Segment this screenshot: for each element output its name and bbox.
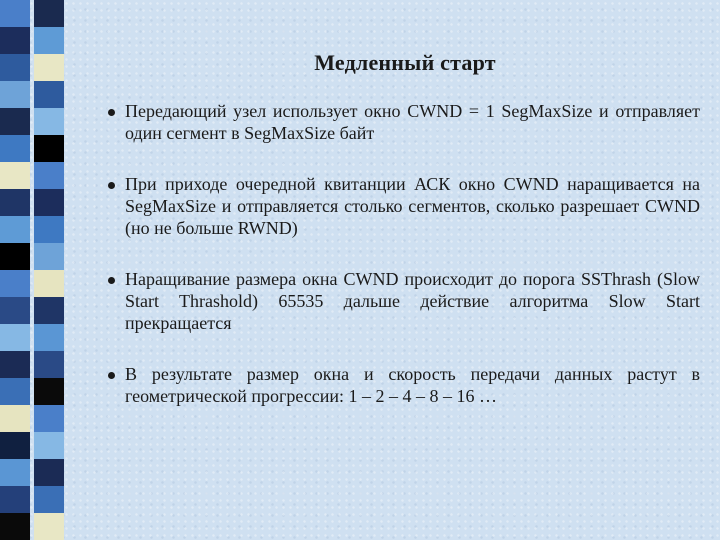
decorative-left-strip (0, 0, 90, 540)
decorative-strip-block (34, 432, 64, 459)
decorative-strip-block (34, 189, 64, 216)
bullet-item (108, 363, 700, 407)
decorative-strip-block (34, 270, 64, 297)
decorative-strip-block (0, 81, 30, 108)
decorative-strip-block (34, 54, 64, 81)
decorative-strip-block (0, 162, 30, 189)
bullet-list (108, 100, 700, 407)
decorative-strip-block (0, 108, 30, 135)
decorative-strip-block (0, 270, 30, 297)
decorative-strip-block (34, 378, 64, 405)
decorative-strip-block (34, 459, 64, 486)
bullet-text: Передающий узел использует окно CWND = 1 SegMaxSize и отправляет один сегмент в SegMaxSize байт (125, 101, 700, 143)
decorative-strip-block (34, 405, 64, 432)
decorative-strip-block (34, 0, 64, 27)
decorative-strip-block (34, 27, 64, 54)
decorative-strip-block (34, 297, 64, 324)
decorative-strip-block (0, 405, 30, 432)
decorative-strip-block (34, 216, 64, 243)
decorative-strip-block (34, 513, 64, 540)
decorative-strip-block (0, 459, 30, 486)
slide-title: Медленный старт (314, 50, 496, 75)
decorative-strip-block (0, 243, 30, 270)
decorative-strip-block (0, 54, 30, 81)
decorative-strip-block (0, 297, 30, 324)
decorative-strip-block (34, 243, 64, 270)
decorative-strip-block (0, 0, 30, 27)
bullet-text: В результате размер окна и скорость передачи данных растут в геометрической прогрессии: 1 – 2 – 4 – 8 – 16 … (125, 364, 700, 406)
decorative-strip-block (0, 432, 30, 459)
decorative-strip-block (34, 324, 64, 351)
decorative-strip-block (0, 513, 30, 540)
bullet-dot-icon (108, 277, 115, 284)
decorative-strip-block (34, 108, 64, 135)
decorative-strip-block (0, 189, 30, 216)
decorative-strip-block (34, 135, 64, 162)
bullet-dot-icon (108, 109, 115, 116)
decorative-strip-block (34, 81, 64, 108)
decorative-strip-block (0, 135, 30, 162)
decorative-strip-block (0, 216, 30, 243)
decorative-strip-block (0, 486, 30, 513)
decorative-strip-block (34, 486, 64, 513)
decorative-strip-column (34, 0, 64, 540)
bullet-item (108, 268, 700, 334)
decorative-strip-block (34, 162, 64, 189)
bullet-text: При приходе очередной квитанции АСК окно CWND наращивается на SegMaxSize и отправляется столько сегментов, сколько разрешает CWND (но не больше RWND) (125, 174, 700, 238)
decorative-strip-column (0, 0, 30, 540)
decorative-strip-block (0, 324, 30, 351)
bullet-dot-icon (108, 372, 115, 379)
decorative-strip-block (0, 378, 30, 405)
decorative-strip-block (0, 27, 30, 54)
decorative-strip-block (0, 351, 30, 378)
bullet-dot-icon (108, 182, 115, 189)
bullet-item (108, 173, 700, 239)
bullet-text: Наращивание размера окна CWND происходит до порога SSThrash (Slow Start Thrashold) 65535 дальше действие алгоритма Slow Start прекращается (125, 269, 700, 333)
bullet-item (108, 100, 700, 144)
decorative-strip-block (34, 351, 64, 378)
